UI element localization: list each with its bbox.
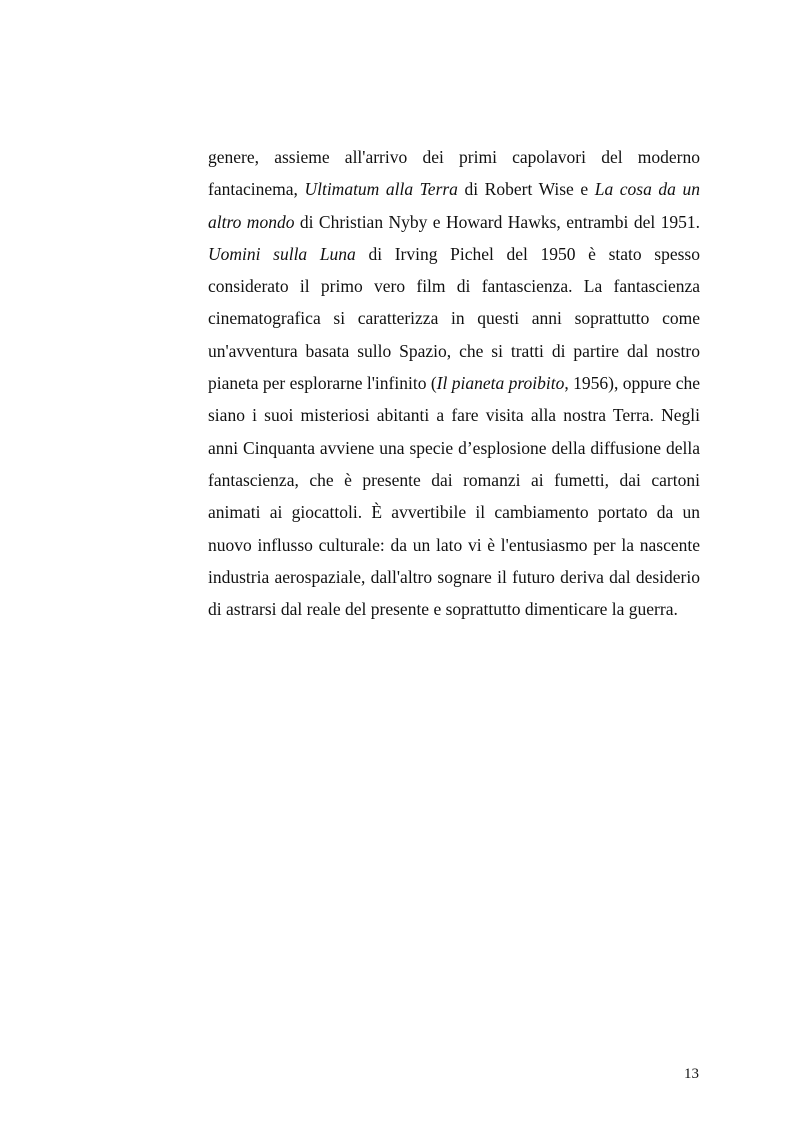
text-segment: genere, assieme all'arrivo dei primi capolavori del moderno fantacinema,: [208, 147, 700, 200]
film-title-uomini-sulla-luna: Uomini sulla Luna: [208, 243, 356, 264]
film-title-il-pianeta-proibito: Il pianeta proibito: [436, 373, 565, 394]
body-paragraph: [208, 141, 700, 625]
film-title-la-cosa-da-un-altro-mondo: La cosa da un altro mondo: [208, 179, 700, 232]
text-segment: di Irving Pichel del 1950 è stato spesso considerato il primo vero film di fantascienza. La fantascienza cinematografica si caratterizza in questi anni soprattutto come un'avventura basata sullo Spazio, che si tratti di partire dal nostro pianeta per esplorarne l'infinito (: [208, 243, 700, 394]
film-title-ultimatum-alla-terra: Ultimatum alla Terra: [304, 179, 458, 200]
text-segment: , 1956), oppure che siano i suoi misteriosi abitanti a fare visita alla nostra Terra. Negli anni Cinquanta avviene una specie d’esplosione della diffusione della fantascienza, che è presente dai romanzi ai fumetti, dai cartoni animati ai giocattoli. È avvertibile il cambiamento portato da un nuovo influsso culturale: da un lato vi è l'entusiasmo per la nascente industria aerospaziale, dall'altro sognare il futuro deriva dal desiderio di astrarsi dal reale del presente e soprattutto dimenticare la guerra.: [208, 373, 700, 620]
text-segment: di Christian Nyby e Howard Hawks, entrambi del 1951.: [294, 211, 700, 232]
page-number: 13: [684, 1066, 699, 1082]
text-segment: di Robert Wise e: [457, 179, 595, 200]
